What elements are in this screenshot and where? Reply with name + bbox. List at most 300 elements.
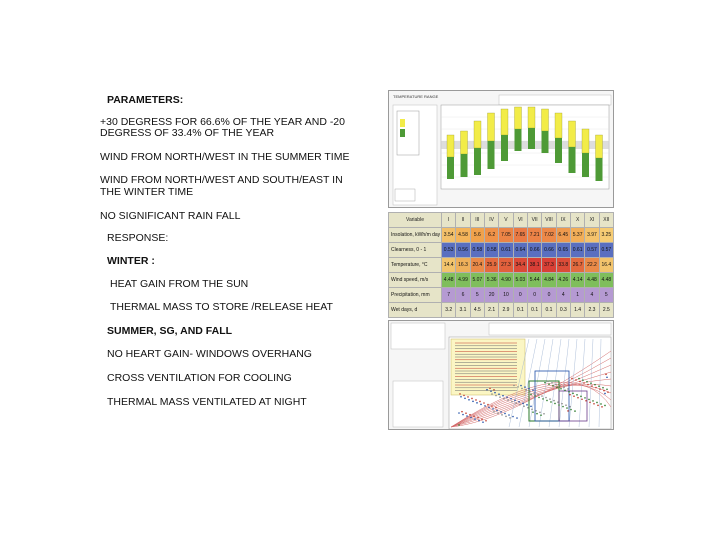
data-point [591,385,593,387]
temperature-bar-lower [555,138,562,163]
data-point [581,398,583,400]
table-cell: 4.14 [570,273,584,288]
data-point [529,391,531,393]
column-header-month: VIII [542,213,556,228]
parameter-temperature-line1: +30 DEGRESS FOR 66.6% OF THE YEAR AND -20 [100,116,345,128]
row-label: Precipitation, mm [389,288,442,303]
data-point [496,410,498,412]
data-point [607,391,609,393]
data-point [563,387,565,389]
data-point [492,408,494,410]
data-point [480,404,482,406]
data-point [606,376,608,378]
data-point [544,382,546,384]
data-point [532,389,534,391]
temperature-range-chart [389,91,615,209]
winter-strategy-mass: THERMAL MASS TO STORE /RELEASE HEAT [110,301,333,313]
data-point [552,385,554,387]
psychrometric-chart [389,321,615,431]
data-point [569,406,571,408]
climate-data-table [388,212,614,318]
parameter-temperature-line2: DEGRESS OF 33.4% OF THE YEAR [100,127,275,139]
temperature-bar-lower [501,135,508,161]
data-point [551,382,553,384]
data-point [532,411,534,413]
table-cell: 0.66 [527,243,541,258]
temperature-bar-upper [596,135,603,158]
table-cell: 0.3 [556,303,570,318]
data-point [476,402,478,404]
table-cell: 0.65 [556,243,570,258]
table-cell: 37.3 [542,258,556,273]
data-point [566,407,568,409]
temperature-bar-upper [447,135,454,157]
climate-table-body [389,228,614,318]
temperature-bar-lower [515,129,522,151]
data-point [470,417,472,419]
parameter-rainfall: NO SIGNIFICANT RAIN FALL [100,210,241,222]
data-point [512,416,514,418]
temperature-bar-upper [542,109,549,131]
data-point [465,412,467,414]
data-point [593,403,595,405]
data-point [469,414,471,416]
table-cell: 0.1 [513,303,527,318]
data-point [602,387,604,389]
table-cell: 0.66 [542,243,556,258]
temperature-bar-upper [569,121,576,147]
temperature-bar-upper [515,107,522,129]
parameter-winter-wind-line1: WIND FROM NORTH/WEST AND SOUTH/EAST IN [100,174,343,186]
data-point [578,378,580,380]
data-point [568,391,570,393]
data-point [500,411,502,413]
data-point [535,410,537,412]
data-point [499,396,501,398]
data-point [536,413,538,415]
table-cell: 33.8 [556,258,570,273]
data-point [577,397,579,399]
data-point [505,416,507,418]
data-point [481,418,483,420]
table-cell: 3.97 [585,228,599,243]
data-point [506,396,508,398]
column-header-month: I [442,213,456,228]
table-cell: 0.53 [442,243,456,258]
table-cell: 0.58 [470,243,484,258]
data-point [572,393,574,395]
data-point [509,417,511,419]
data-point [586,381,588,383]
table-cell: 7.21 [527,228,541,243]
data-point [589,401,591,403]
data-point [567,410,569,412]
temperature-chart-title: TEMPERATURE RANGE [393,94,439,99]
data-point [459,393,461,395]
legend-swatch-green [400,129,405,137]
temperature-bar-lower [474,148,481,175]
data-point [546,400,548,402]
data-point [508,414,510,416]
data-point [514,399,516,401]
table-cell: 4 [585,288,599,303]
winter-strategy-sun: HEAT GAIN FROM THE SUN [110,278,249,290]
data-point [489,387,491,389]
data-point [467,396,469,398]
table-cell: 4.84 [542,273,556,288]
data-point [523,405,525,407]
data-point [603,390,605,392]
data-point [473,415,475,417]
response-heading: RESPONSE: [107,232,169,244]
data-point [580,396,582,398]
data-point [463,395,465,397]
column-header-month: XI [585,213,599,228]
temperature-bar-lower [569,147,576,173]
table-cell: 14.4 [442,258,456,273]
data-point [533,392,535,394]
data-point [583,382,585,384]
data-point [600,403,602,405]
psych-header-info [489,323,611,335]
data-point [553,400,555,402]
data-point [606,388,608,390]
temperature-bar-upper [528,107,535,128]
data-point [507,399,509,401]
table-cell: 3.54 [442,228,456,243]
data-point [557,401,559,403]
column-header-month: II [456,213,470,228]
data-point [488,407,490,409]
temperature-bar-lower [447,157,454,179]
data-point [550,401,552,403]
table-cell: 16.4 [599,258,613,273]
table-cell: 0.58 [484,243,498,258]
data-point [579,381,581,383]
table-cell: 16.3 [456,258,470,273]
table-cell: 1.4 [570,303,584,318]
summer-strategy-overhang: NO HEART GAIN- WINDOWS OVERHANG [107,348,312,360]
data-point [518,401,520,403]
data-point [475,399,477,401]
data-point [513,385,515,387]
table-row [389,303,614,318]
table-row [389,243,614,258]
table-cell: 0 [542,288,556,303]
parameters-heading: PARAMETERS: [107,94,184,106]
data-point [501,414,503,416]
data-point [605,374,607,376]
data-point [458,412,460,414]
data-point [588,399,590,401]
table-cell: 5 [470,288,484,303]
data-point [585,400,587,402]
data-point [596,402,598,404]
data-point [474,418,476,420]
temperature-bar-lower [461,154,468,177]
column-header-month: VII [527,213,541,228]
table-cell: 7.02 [542,228,556,243]
temperature-bar-lower [528,128,535,149]
data-point [543,413,545,415]
data-point [542,398,544,400]
psychrometric-figure [388,320,614,430]
data-point [541,395,543,397]
table-cell: 1 [570,288,584,303]
data-point [484,405,486,407]
temperature-bar-upper [488,113,495,141]
data-point [562,406,564,408]
data-point [570,409,572,411]
data-point [565,404,567,406]
data-point [472,401,474,403]
data-point [601,406,603,408]
data-point [521,388,523,390]
table-cell: 4.48 [599,273,613,288]
data-point [487,404,489,406]
table-cell: 2.9 [499,303,513,318]
temperature-bar-lower [582,153,589,177]
table-cell: 38.1 [527,258,541,273]
data-point [520,385,522,387]
data-point [516,417,518,419]
data-point [495,395,497,397]
table-cell: 4 [556,288,570,303]
data-point [491,405,493,407]
data-point [483,402,485,404]
table-cell: 0.1 [542,303,556,318]
temperature-range-figure [388,90,614,208]
data-point [527,407,529,409]
column-header-variable: Variable [389,213,442,228]
data-point [576,394,578,396]
data-point [503,398,505,400]
data-point [537,394,539,396]
legend-swatch-yellow [400,119,405,127]
table-cell: 5.03 [513,273,527,288]
data-point [460,396,462,398]
table-cell: 4.26 [556,273,570,288]
data-point [538,397,540,399]
data-point [522,403,524,405]
row-label: Wet days, d [389,303,442,318]
temperature-bar-upper [501,109,508,135]
table-cell: 4.48 [585,273,599,288]
table-cell: 0.1 [527,303,541,318]
summer-strategy-night-ventilation: THERMAL MASS VENTILATED AT NIGHT [107,396,307,408]
data-point [504,413,506,415]
data-point [485,420,487,422]
summer-strategy-cross-ventilation: CROSS VENTILATION FOR COOLING [107,372,292,384]
table-row [389,273,614,288]
table-cell: 0.57 [599,243,613,258]
table-cell: 26.7 [570,258,584,273]
data-point [595,387,597,389]
data-point [471,398,473,400]
data-point [458,424,460,426]
data-point [574,410,576,412]
psych-info-box [391,323,445,349]
column-header-month: IV [484,213,498,228]
table-cell: 25.9 [484,258,498,273]
data-point [554,403,556,405]
column-header-month: V [499,213,513,228]
table-cell: 0.64 [513,243,527,258]
data-point [524,386,526,388]
data-point [495,407,497,409]
data-point [539,411,541,413]
data-point [604,393,606,395]
data-point [597,405,599,407]
table-cell: 3.1 [456,303,470,318]
data-point [575,379,577,381]
data-point [468,399,470,401]
data-point [584,397,586,399]
table-cell: 5.44 [527,273,541,288]
design-strategy-list [451,339,525,395]
data-point [464,397,466,399]
data-point [498,393,500,395]
table-cell: 0 [513,288,527,303]
data-point [491,393,493,395]
data-point [482,421,484,423]
table-cell: 0.56 [456,243,470,258]
data-point [478,420,480,422]
table-row [389,228,614,243]
data-point [490,390,492,392]
column-header-month: III [470,213,484,228]
data-point [486,389,488,391]
data-point [547,381,549,383]
table-cell: 20 [484,288,498,303]
table-cell: 6.2 [484,228,498,243]
table-row [389,288,614,303]
table-cell: 4.90 [499,273,513,288]
chart-header-info [499,95,611,105]
temperature-bar-upper [582,129,589,153]
summer-heading: SUMMER, SG, AND FALL [107,325,233,337]
column-header-month: IX [556,213,570,228]
table-cell: 4.48 [442,273,456,288]
psych-side-panel [393,381,443,427]
table-cell: 7 [442,288,456,303]
data-point [528,388,530,390]
column-header-month: XII [599,213,613,228]
data-point [497,413,499,415]
temperature-bar-upper [461,131,468,154]
data-point [517,386,519,388]
winter-heading: WINTER : [107,255,155,267]
table-cell: 2.1 [484,303,498,318]
data-point [479,401,481,403]
table-cell: 4.5 [470,303,484,318]
legend-notes [395,189,415,201]
table-cell: 34.4 [513,258,527,273]
table-cell: 6.45 [556,228,570,243]
data-point [567,388,569,390]
data-point [592,400,594,402]
table-cell: 7.65 [513,228,527,243]
table-cell: 20.4 [470,258,484,273]
column-header-month: VI [513,213,527,228]
data-point [548,383,550,385]
table-cell: 2.3 [585,303,599,318]
data-point [564,389,566,391]
data-point [599,388,601,390]
data-point [519,404,521,406]
data-point [515,402,517,404]
data-point [604,405,606,407]
data-point [510,398,512,400]
data-point [569,394,571,396]
data-point [590,382,592,384]
row-label: Temperature, °C [389,258,442,273]
data-point [540,414,542,416]
column-header-month: X [570,213,584,228]
table-cell: 0.61 [570,243,584,258]
temperature-bar-upper [555,113,562,138]
data-point [530,406,532,408]
data-point [545,397,547,399]
parameter-summer-wind: WIND FROM NORTH/WEST IN THE SUMMER TIME [100,151,350,163]
data-point [493,389,495,391]
data-point [502,395,504,397]
table-cell: 2.5 [599,303,613,318]
data-point [534,395,536,397]
data-point [493,411,495,413]
table-cell: 0 [527,288,541,303]
data-point [549,398,551,400]
data-point [525,389,527,391]
data-point [461,411,463,413]
temperature-bar-lower [542,131,549,153]
parameter-winter-wind-line2: THE WINTER TIME [100,186,194,198]
data-point [559,385,561,387]
data-point [582,379,584,381]
data-point [477,417,479,419]
table-cell: 3.25 [599,228,613,243]
climate-table-header [389,213,614,228]
data-point [530,394,532,396]
data-point [494,392,496,394]
table-cell: 10 [499,288,513,303]
temperature-bar-lower [596,158,603,181]
data-point [594,384,596,386]
data-point [556,386,558,388]
data-point [561,403,563,405]
data-point [466,415,468,417]
data-point [511,401,513,403]
table-cell: 4.99 [456,273,470,288]
temperature-bar-lower [488,141,495,169]
table-cell: 0.57 [585,243,599,258]
table-row [389,258,614,273]
data-point [560,388,562,390]
data-point [573,395,575,397]
data-point [462,414,464,416]
data-point [598,385,600,387]
table-cell: 5.6 [470,228,484,243]
data-point [526,404,528,406]
table-cell: 27.3 [499,258,513,273]
table-cell: 7.05 [499,228,513,243]
table-cell: 5.37 [570,228,584,243]
table-cell: 22.2 [585,258,599,273]
table-cell: 6 [456,288,470,303]
table-cell: 4.58 [456,228,470,243]
row-label: Clearness, 0 - 1 [389,243,442,258]
table-cell: 5.36 [484,273,498,288]
